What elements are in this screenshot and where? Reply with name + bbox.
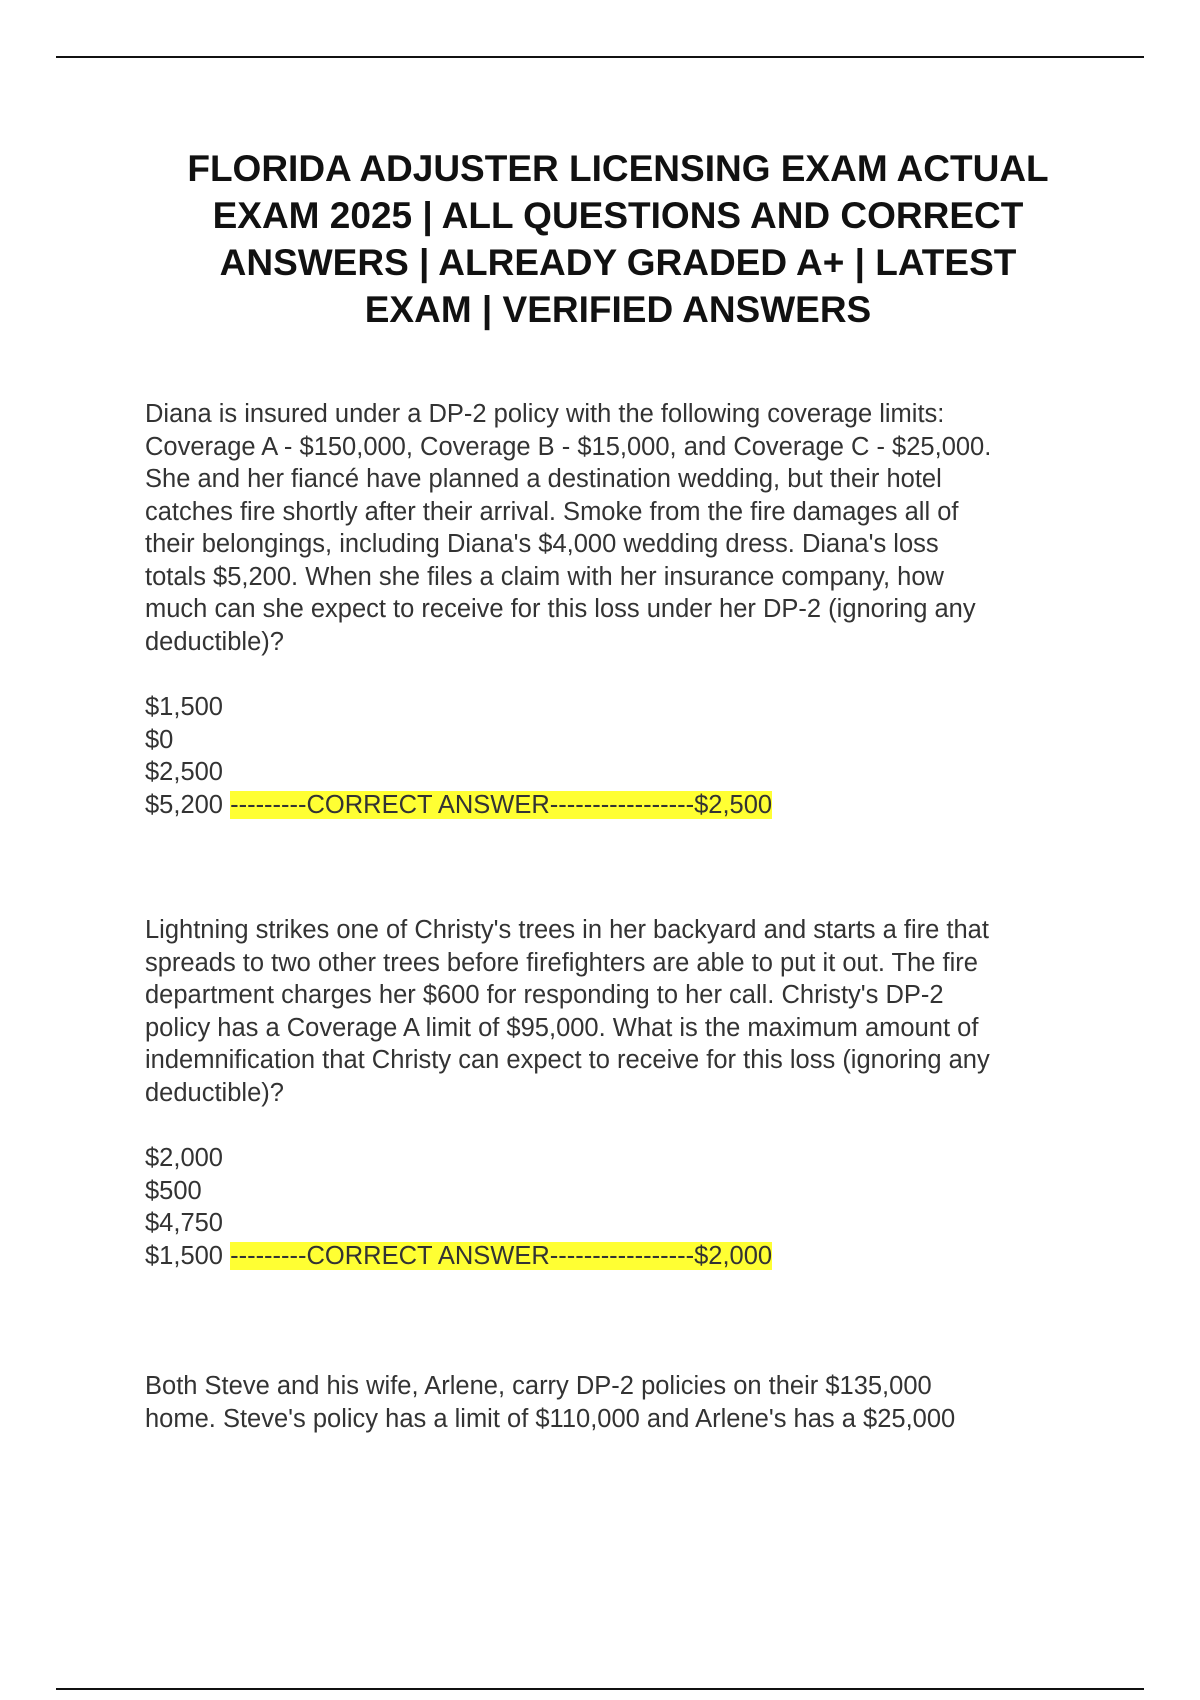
option-text: $4,750	[145, 1209, 223, 1237]
question-line: department charges her $600 for responding to her call. Christy's DP-2	[145, 981, 944, 1009]
option-text: $5,200	[145, 790, 223, 819]
document-title	[120, 145, 1116, 333]
correct-answer-highlight: ---------CORRECT ANSWER-----------------$2,500	[230, 790, 773, 819]
bottom-divider	[56, 1688, 1144, 1690]
question-line: indemnification that Christy can expect to receive for this loss (ignoring any	[145, 1046, 990, 1074]
top-divider	[56, 56, 1144, 58]
option-text: $500	[145, 1176, 202, 1205]
question-line: Both Steve and his wife, Arlene, carry DP-2 policies on their $135,000	[145, 1372, 932, 1400]
question-text	[145, 1370, 1095, 1435]
title-line: EXAM 2025 | ALL QUESTIONS AND CORRECT	[212, 195, 1024, 236]
title-line: ANSWERS | ALREADY GRADED A+ | LATEST	[219, 242, 1017, 283]
option-text: $2,000	[145, 1144, 223, 1172]
question-line: deductible)?	[145, 1078, 284, 1107]
title-line: FLORIDA ADJUSTER LICENSING EXAM ACTUAL	[187, 148, 1049, 189]
question-line: Diana is insured under a DP-2 policy with the following coverage limits:	[145, 400, 945, 428]
question-line: spreads to two other trees before firefighters are able to put it out. The fire	[145, 948, 978, 977]
correct-answer-highlight: ---------CORRECT ANSWER-----------------$2,000	[230, 1241, 773, 1270]
question-line: policy has a Coverage A limit of $95,000. What is the maximum amount of	[145, 1013, 979, 1042]
question-block-1	[145, 398, 1095, 821]
option-text: $1,500	[145, 693, 223, 721]
question-block-3	[145, 1370, 1095, 1435]
answer-option	[145, 1175, 1095, 1208]
answer-options	[145, 1142, 1095, 1272]
question-line: totals $5,200. When she files a claim with her insurance company, how	[145, 562, 944, 591]
title-line: EXAM | VERIFIED ANSWERS	[364, 289, 872, 330]
option-text: $1,500	[145, 1241, 223, 1270]
question-line: Coverage A - $150,000, Coverage B - $15,000, and Coverage C - $25,000.	[145, 432, 992, 461]
answer-option	[145, 1207, 1095, 1240]
answer-option	[145, 691, 1095, 724]
question-block-2	[145, 914, 1095, 1272]
question-line: She and her fiancé have planned a destination wedding, but their hotel	[145, 465, 942, 493]
question-text	[145, 398, 1095, 658]
answer-option	[145, 789, 1095, 822]
answer-option	[145, 1240, 1095, 1273]
question-line: catches fire shortly after their arrival. Smoke from the fire damages all of	[145, 497, 959, 526]
option-text: $0	[145, 725, 174, 754]
answer-option	[145, 724, 1095, 757]
answer-option	[145, 1142, 1095, 1175]
question-line: their belongings, including Diana's $4,000 wedding dress. Diana's loss	[145, 530, 939, 558]
option-text: $2,500	[145, 758, 223, 786]
question-line: much can she expect to receive for this loss under her DP-2 (ignoring any	[145, 595, 976, 623]
question-line: Lightning strikes one of Christy's trees in her backyard and starts a fire that	[145, 916, 989, 944]
question-line: deductible)?	[145, 627, 284, 656]
question-line: home. Steve's policy has a limit of $110,000 and Arlene's has a $25,000	[145, 1404, 956, 1433]
answer-options	[145, 691, 1095, 821]
answer-option	[145, 756, 1095, 789]
question-text	[145, 914, 1095, 1109]
